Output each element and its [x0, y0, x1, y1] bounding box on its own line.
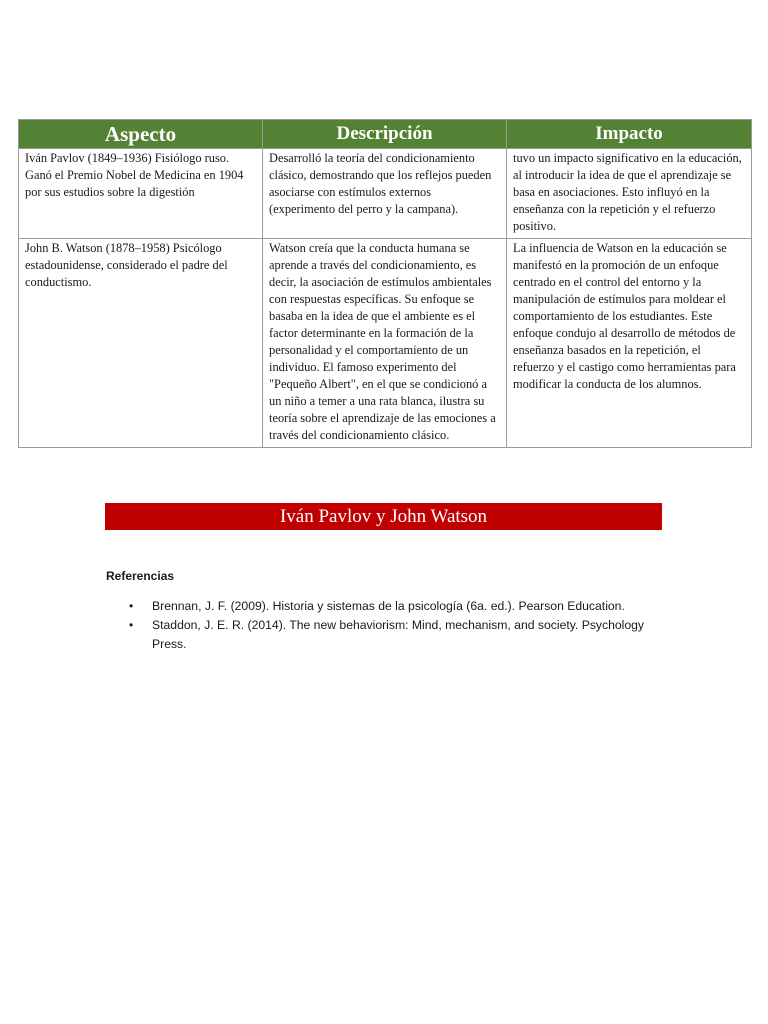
cell-impacto-watson: La influencia de Watson en la educación se manifestó en la promoción de un enfoque centrado en el control del entorno y la manipulación de estímulos para moldear el comportamiento de los estudiantes. Este enfoque condujo al desarrollo de métodos de enseñanza basados en la repetición, el refuerzo y el castigo como herramientas para modificar la conducta de los alumnos. [507, 239, 752, 448]
header-aspecto: Aspecto [19, 120, 263, 149]
cell-descripcion-watson: Watson creía que la conducta humana se aprende a través del condicionamiento, es decir, la asociación de estímulos ambientales con respuestas específicas. Su enfoque se basaba en la idea de que el ambiente es el factor determinante en la formación de la personalidad y el comportamiento de un individuo. El famoso experimento del "Pequeño Albert", en el que se condicionó a un niño a temer a una rata blanca, ilustra su teoría sobre el aprendizaje de las emociones a través del condicionamiento clásico. [263, 239, 507, 448]
cell-aspecto-watson: John B. Watson (1878–1958) Psicólogo estadounidense, considerado el padre del conductismo. [19, 239, 263, 448]
cell-descripcion-pavlov: Desarrolló la teoría del condicionamiento clásico, demostrando que los reflejos pueden asociarse con estímulos externos (experimento del perro y la campana). [263, 149, 507, 239]
table-row-watson [19, 239, 752, 448]
table-header-row [19, 120, 752, 149]
references-list [126, 597, 666, 654]
title-banner: Iván Pavlov y John Watson [105, 503, 662, 530]
table-row-pavlov [19, 149, 752, 239]
reference-item [126, 597, 666, 616]
bullet-icon: • [129, 599, 134, 613]
header-impacto: Impacto [507, 120, 752, 149]
bullet-icon: • [129, 618, 134, 632]
cell-aspecto-pavlov: Iván Pavlov (1849–1936) Fisiólogo ruso. Ganó el Premio Nobel de Medicina en 1904 por sus estudios sobre la digestión [19, 149, 263, 239]
references-heading: Referencias [106, 569, 175, 583]
header-descripcion: Descripción [263, 120, 507, 149]
cell-impacto-pavlov: tuvo un impacto significativo en la educación, al introducir la idea de que el aprendizaje se basa en asociaciones. Esto influyó en la enseñanza con la repetición y el refuerzo positivo. [507, 149, 752, 239]
reference-item [126, 616, 666, 654]
comparison-table [18, 119, 752, 448]
reference-text: Brennan, J. F. (2009). Historia y sistemas de la psicología (6a. ed.). Pearson Education. [152, 599, 625, 613]
reference-text: Staddon, J. E. R. (2014). The new behaviorism: Mind, mechanism, and society. Psychology Press. [152, 618, 645, 651]
